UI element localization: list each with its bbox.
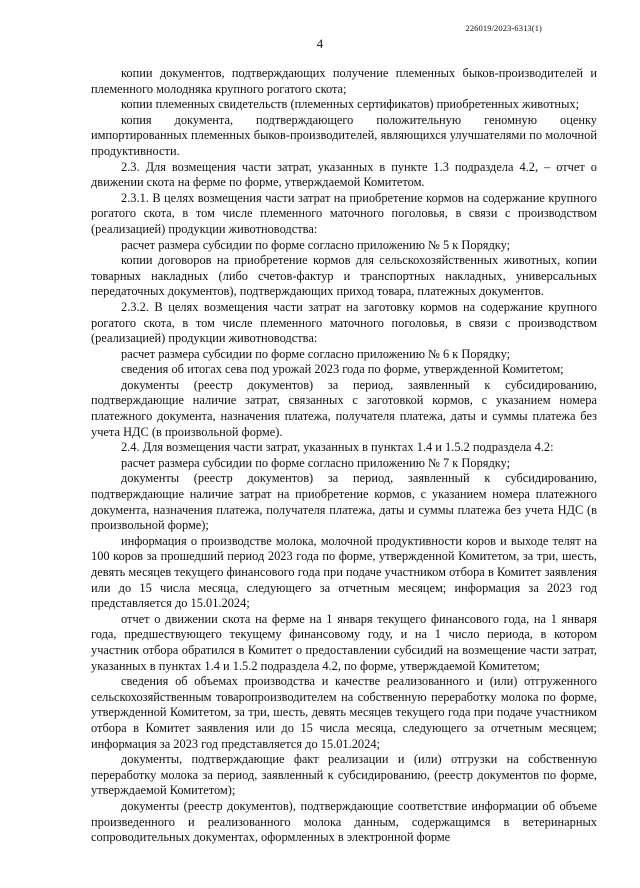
paragraph: расчет размера субсидии по форме согласно приложению № 5 к Порядку; [121,237,511,252]
paragraph: документы (реестр документов) за период, заявленный к субсидированию, подтверждающие наличие затрат, связанных с заготовкой кормов, с указанием номера платежного документа, назначения платежа, получателя платежа, даты и суммы платежа без учета НДС (в произвольной форме). [91,377,597,439]
paragraph: сведения об итогах сева под урожай 2023 года по форме, утвержденной Комитетом; [121,362,564,377]
paragraph: 2.3.2. В целях возмещения части затрат на заготовку кормов на содержание крупного рогатого скота, в том числе племенного маточного поголовья, в связи с производством (реализацией) продукции животноводства: [91,299,597,346]
paragraph: документы (реестр документов) за период, заявленный к субсидированию, подтверждающие наличие затрат на приобретение кормов, с указанием номера платежного документа, назначения платежа, получателя платежа, даты и суммы платежа без учета НДС (в произвольной форме); [91,471,597,533]
paragraph: отчет о движении скота на ферме на 1 января текущего финансового года, на 1 января года, предшествующего текущему финансовому году, и на 1 число периода, в котором участник отбора обратился в Комитет о предоставлении субсидий на возмещение части затрат, указанных в пунктах 1.4 и 1.5.2 подраздела 4.2, по форме, утверждаемой Комитетом; [91,611,597,673]
page-number: 4 [316,36,324,51]
paragraph: информация о производстве молока, молочной продуктивности коров и выходе телят на 100 коров за прошедший период 2023 года по форме, утвержденной Комитетом, за три, шесть, девять месяцев текущего финансового года при подаче участником отбора в Комитет заявления или до 15 числа месяца, следующего за отчетным месяцем; информация за 2023 год представляется до 15.01.2024; [91,533,597,611]
paragraph: документы (реестр документов), подтверждающие соответствие информации об объеме произведенного и реализованного молока данным, содержащимся в ветеринарных сопроводительных документах, оформленных в электронной форме [91,798,597,845]
paragraph: копии договоров на приобретение кормов для сельскохозяйственных животных, копии товарных накладных (либо счетов-фактур и транспортных накладных, универсальных передаточных документов), подтверждающих приход товара, платежных документов. [91,253,597,299]
paragraph: сведения об объемах производства и качестве реализованного и (или) отгруженного сельскохозяйственным товаропроизводителем на собственную переработку молока по форме, утвержденной Комитетом, за три, шесть, девять месяцев текущего года при подаче участником отбора в Комитет заявления или до 15 числа месяца, следующего за отчетным месяцем; информация за 2023 год представляется до 15.01.2024; [91,674,597,751]
paragraph: расчет размера субсидии по форме согласно приложению № 7 к Порядку; [121,455,511,470]
paragraph: 2.3.1. В целях возмещения части затрат на приобретение кормов на содержание крупного рогатого скота, в том числе племенного маточного поголовья, в связи с производством (реализацией) продукции животноводства: [91,190,597,236]
paragraph: 2.3. Для возмещения части затрат, указанных в пункте 1.3 подраздела 4.2, – отчет о движении скота на ферме по форме, утверждаемой Комитетом. [91,159,597,190]
paragraph: копии племенных свидетельств (племенных сертификатов) приобретенных животных; [121,97,580,112]
document-body [91,66,597,846]
paragraph: документы, подтверждающие факт реализации и (или) отгрузки на собственную переработку молока за период, заявленный к субсидированию, (реестр документов по форме, утверждаемой Комитетом); [91,752,597,798]
paragraph: расчет размера субсидии по форме согласно приложению № 6 к Порядку; [121,346,511,361]
paragraph: 2.4. Для возмещения части затрат, указанных в пунктах 1.4 и 1.5.2 подраздела 4.2: [121,440,554,455]
paragraph: копии документов, подтверждающих получение племенных быков-производителей и племенного молодняка крупного рогатого скота; [91,66,597,96]
paragraph: копия документа, подтверждающего положительную геномную оценку импортированных племенных быков-производителей, являющихся улучшателями по молочной продуктивности. [91,112,597,158]
document-number: 226019/2023-6313(1) [465,23,542,33]
